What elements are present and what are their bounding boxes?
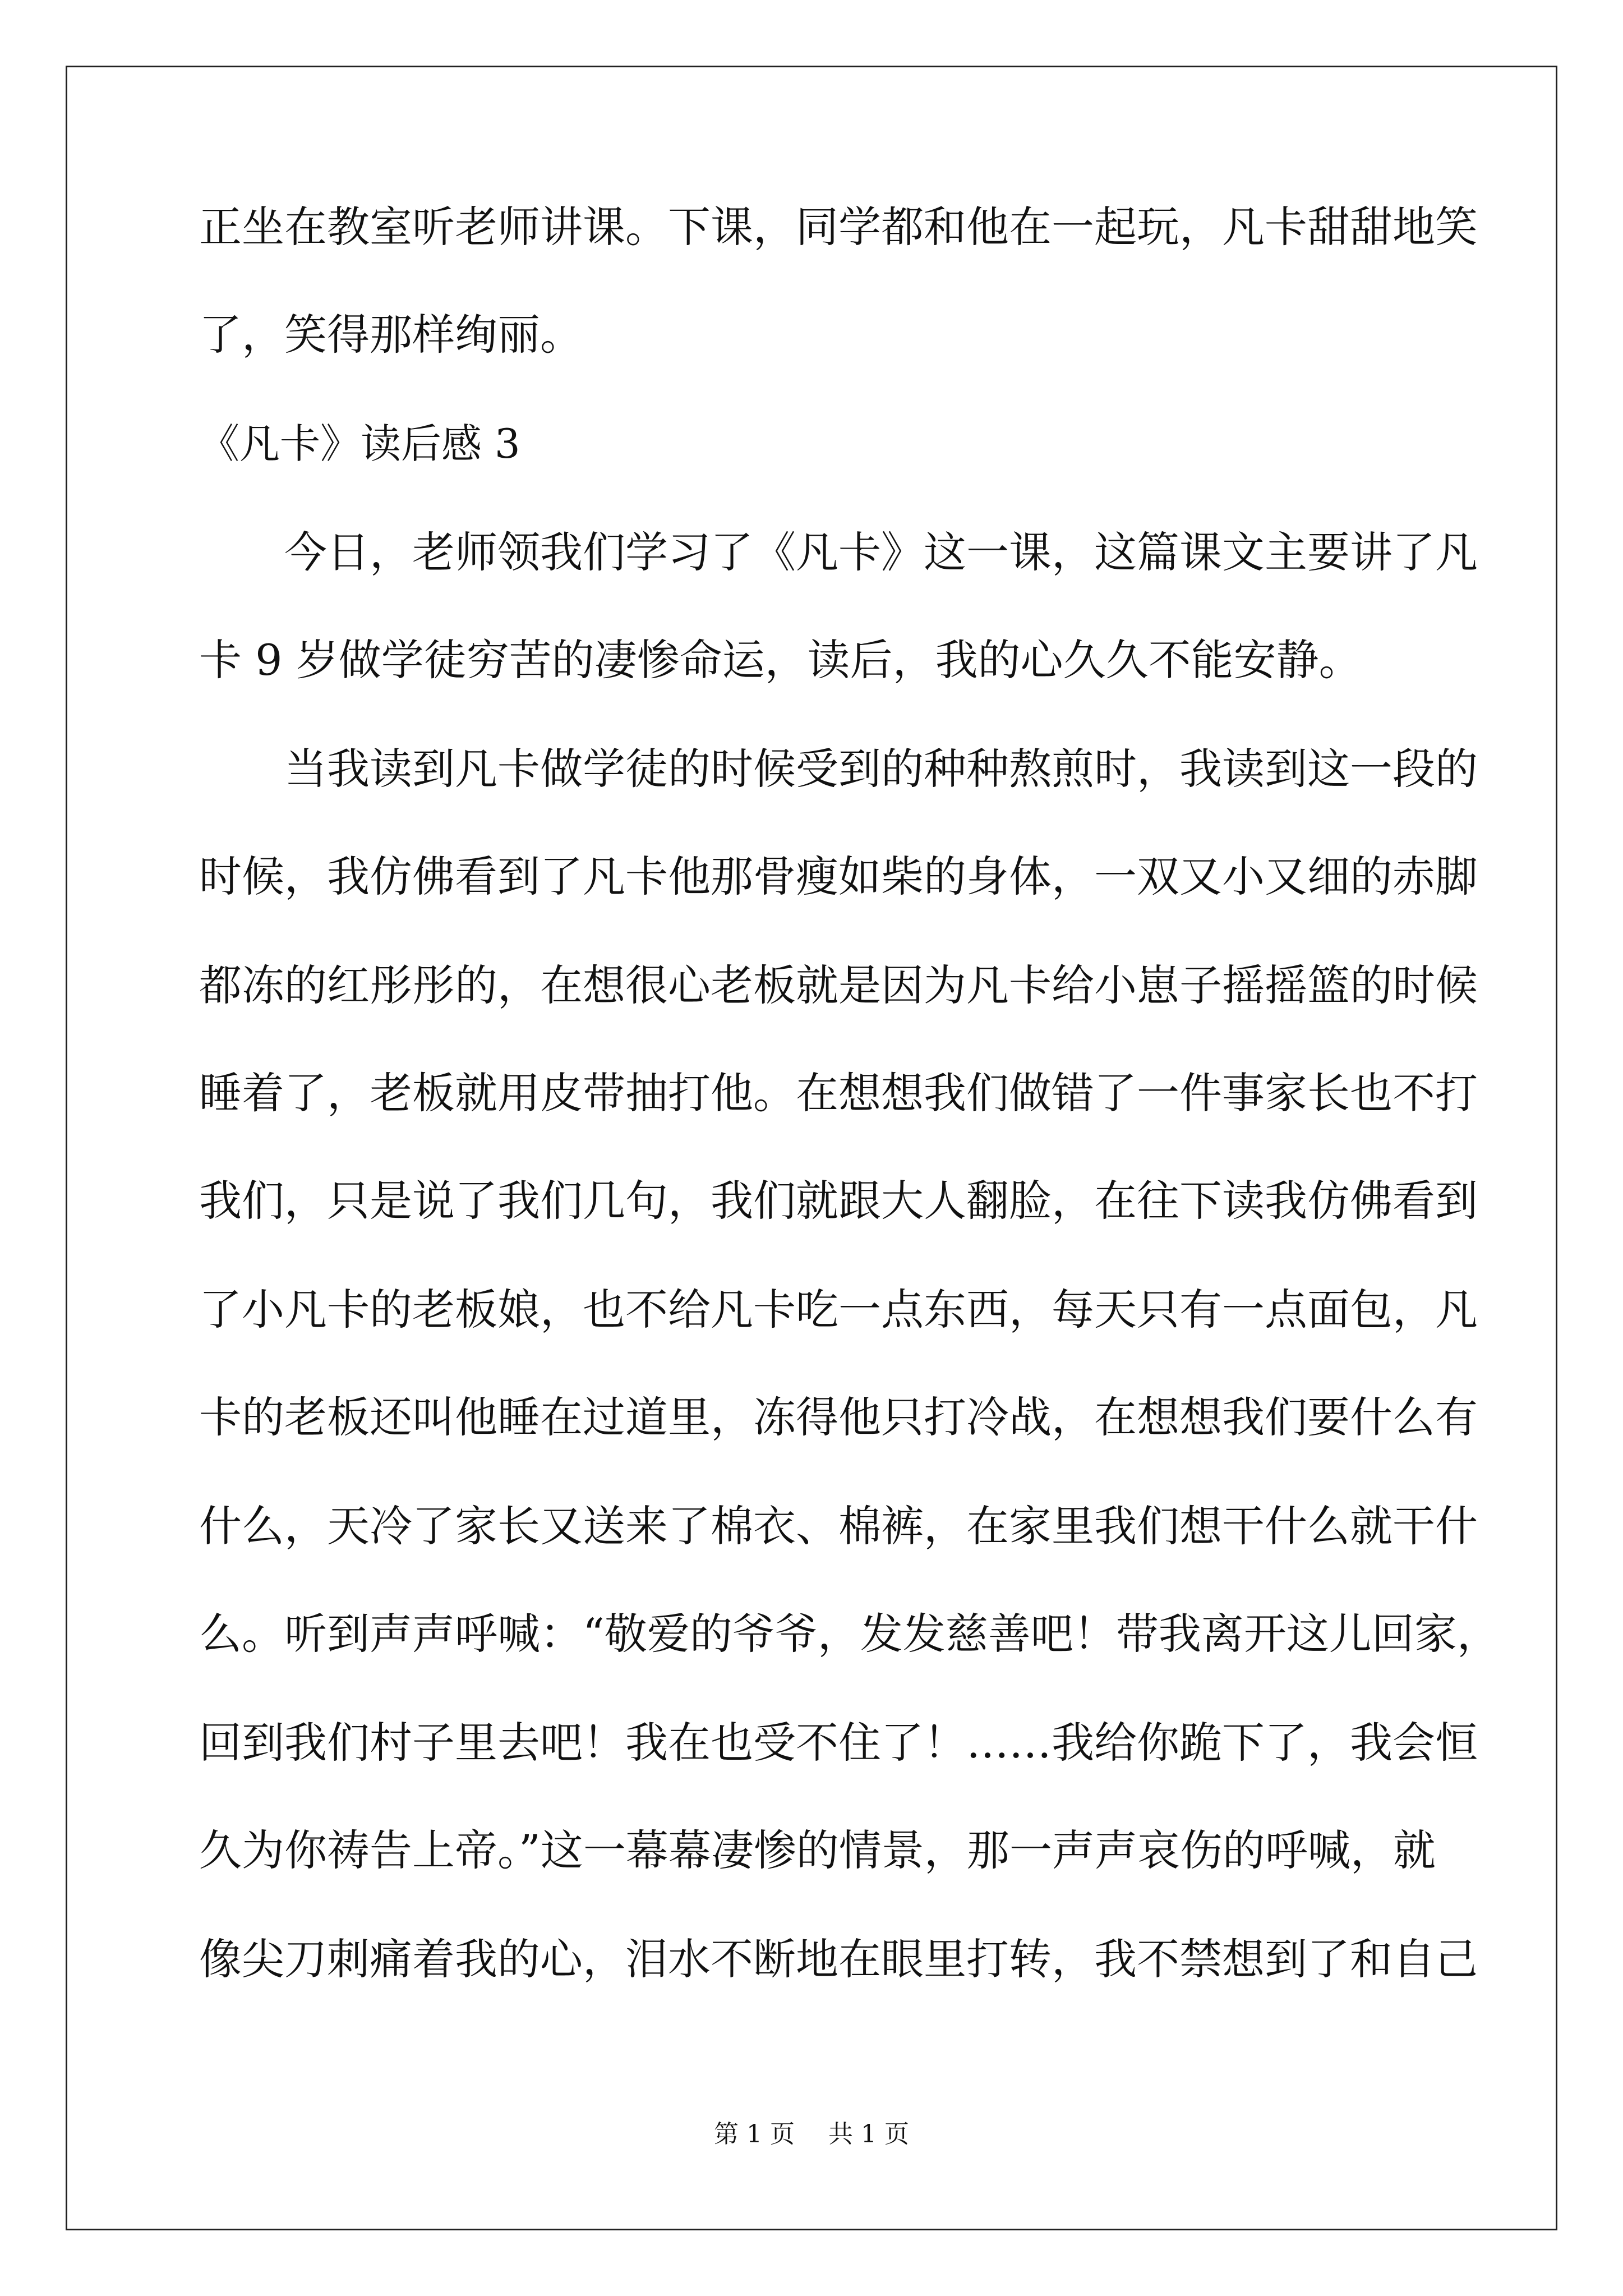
page-number: 第 1 页: [714, 2120, 795, 2148]
text-line: 么。听到声声呼喊：“敬爱的爷爷，发发慈善吧！带我离开这儿回家，: [199, 1609, 1500, 1659]
text-line: 当我读到凡卡做学徒的时候受到的种种熬煎时，我读到这一段的: [284, 744, 1478, 794]
text-line: 卡的老板还叫他睡在过道里，冻得他只打冷战，在想想我们要什么有: [199, 1392, 1478, 1442]
text-line: 我们，只是说了我们几句，我们就跟大人翻脸，在往下读我仿佛看到: [199, 1176, 1478, 1226]
text-line: 像尖刀刺痛着我的心，泪水不断地在眼里打转，我不禁想到了和自己: [199, 1934, 1478, 1984]
text-line: 什么，天冷了家长又送来了棉衣、棉裤，在家里我们想干什么就干什: [199, 1501, 1478, 1551]
text-line: 回到我们村子里去吧！我在也受不住了！……我给你跪下了，我会恒: [199, 1718, 1478, 1768]
text-line: 卡 9 岁做学徒穷苦的凄惨命运，读后，我的心久久不能安静。: [199, 635, 1362, 685]
text-line: 今日，老师领我们学习了《凡卡》这一课，这篇课文主要讲了凡: [284, 527, 1478, 577]
section-heading: 《凡卡》读后感 3: [199, 420, 520, 467]
text-line: 都冻的红彤彤的，在想很心老板就是因为凡卡给小崽子摇摇篮的时候: [199, 960, 1478, 1010]
text-line: 了，笑得那样绚丽。: [199, 310, 583, 360]
text-line: 正坐在教室听老师讲课。下课，同学都和他在一起玩，凡卡甜甜地笑: [199, 202, 1478, 252]
text-line: 时候，我仿佛看到了凡卡他那骨瘦如柴的身体，一双又小又细的赤脚: [199, 852, 1478, 901]
text-line: 了小凡卡的老板娘，也不给凡卡吃一点东西，每天只有一点面包，凡: [199, 1285, 1478, 1335]
page-total: 共 1 页: [828, 2120, 909, 2148]
page-border: [66, 66, 1557, 2230]
page-footer: [0, 2118, 1623, 2151]
text-line: 久为你祷告上帝。”这一幕幕凄惨的情景，那一声声哀伤的呼喊，就: [199, 1825, 1436, 1875]
text-line: 睡着了，老板就用皮带抽打他。在想想我们做错了一件事家长也不打: [199, 1068, 1478, 1118]
